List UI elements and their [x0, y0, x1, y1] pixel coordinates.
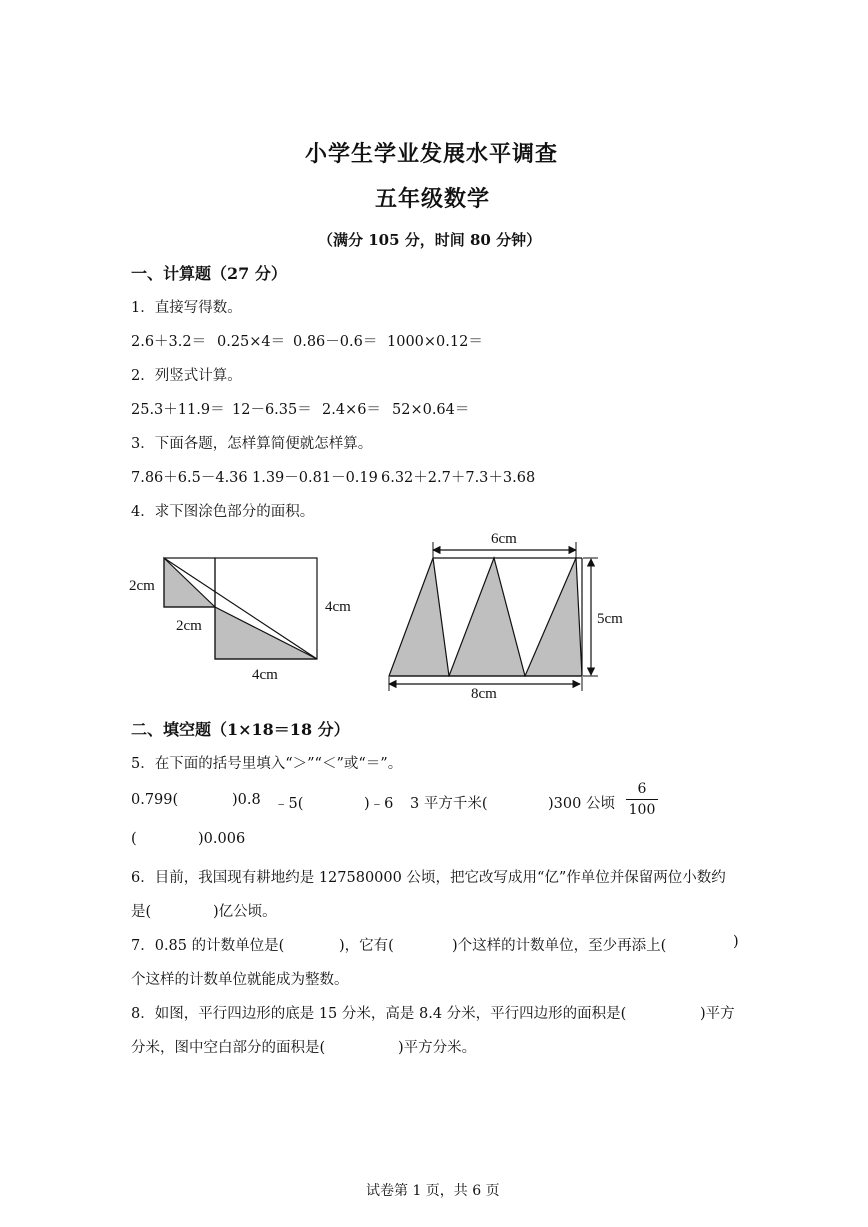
q1-label: 1．直接写得数。: [131, 300, 242, 316]
q3-item: 6.32＋2.7＋7.3＋3.68: [381, 470, 536, 486]
q4-label: 4．求下图涂色部分的面积。: [131, 504, 315, 520]
exam-title: 小学生学业发展水平调查: [305, 141, 559, 167]
shaded-triangle: [389, 558, 449, 676]
q7-part4: ): [733, 934, 739, 950]
shaded-triangle-large: [215, 607, 317, 659]
q5-item-a-right: )0.8: [232, 792, 261, 808]
q7-part2: )，它有(: [339, 938, 394, 954]
q5-fraction: [626, 781, 658, 818]
section2-heading: 二、填空题（1×18＝18 分）: [131, 720, 350, 739]
q8-line2-a: 分米，图中空白部分的面积是(: [131, 1040, 326, 1056]
q1-item: 0.86－0.6＝: [293, 334, 378, 350]
fig2-bottom-width-label: 8cm: [471, 686, 497, 702]
q5-item-d-right: )0.006: [198, 831, 246, 847]
fig2-height-label: 5cm: [597, 611, 623, 627]
figure-triangles: [380, 525, 640, 705]
q6-line2-b: )亿公顷。: [213, 904, 277, 920]
q8-part2: )平方: [700, 1006, 735, 1022]
q2-item: 2.4×6＝: [322, 402, 381, 418]
figure-rectangles: [125, 550, 365, 690]
fig1-left-height-label: 2cm: [129, 578, 155, 594]
q2-label: 2．列竖式计算。: [131, 368, 242, 384]
q5-item-d-left: (: [131, 831, 137, 847]
q8-line2-b: )平方分米。: [398, 1040, 477, 1056]
fig1-right-height-label: 4cm: [325, 599, 351, 615]
shaded-triangle-small: [164, 558, 215, 607]
q3-item: 7.86＋6.5－4.36: [131, 470, 248, 486]
exam-info: （满分 105 分，时间 80 分钟）: [318, 231, 542, 249]
q5-item-c-right: )300 公顷: [548, 796, 615, 812]
q6-line2-a: 是(: [131, 904, 152, 920]
q1-item: 1000×0.12＝: [387, 334, 483, 350]
q5-label: 5．在下面的括号里填入“＞”“＜”或“＝”。: [131, 756, 403, 772]
q5-item-b-left: ﹣5(: [274, 796, 304, 812]
q3-item: 1.39－0.81－0.19: [252, 470, 378, 486]
page-footer: 试卷第 1 页，共 6 页: [366, 1183, 500, 1199]
q7-line2: 个这样的计数单位就能成为整数。: [131, 972, 349, 988]
q5-item-c-left: 3 平方千米(: [410, 796, 488, 812]
q1-item: 2.6＋3.2＝: [131, 334, 207, 350]
q6-line1: 6．目前，我国现有耕地约是 127580000 公顷，把它改写成用“亿”作单位并保留两位小数约: [131, 870, 726, 886]
fig1-small-width-label: 2cm: [176, 618, 202, 634]
q3-label: 3．下面各题，怎样算简便就怎样算。: [131, 436, 373, 452]
q5-item-a-left: 0.799(: [131, 792, 179, 808]
q5-item-b-right: )﹣6: [364, 796, 394, 812]
q2-item: 12－6.35＝: [232, 402, 312, 418]
q7-part3: )个这样的计数单位，至少再添上(: [452, 938, 667, 954]
section1-heading: 一、计算题（27 分）: [131, 264, 287, 283]
fraction-denominator: 100: [628, 802, 656, 818]
fraction-numerator: 6: [637, 781, 647, 797]
fig2-top-width-label: 6cm: [491, 531, 517, 547]
exam-subtitle: 五年级数学: [375, 186, 491, 212]
q8-part1: 8．如图，平行四边形的底是 15 分米，高是 8.4 分米，平行四边形的面积是(: [131, 1006, 627, 1022]
q2-item: 52×0.64＝: [392, 402, 470, 418]
fig1-bottom-width-label: 4cm: [252, 667, 278, 683]
q7-part1: 7．0.85 的计数单位是(: [131, 938, 285, 954]
shaded-triangle: [449, 558, 525, 676]
shaded-triangle: [525, 558, 582, 676]
q2-item: 25.3＋11.9＝: [131, 402, 225, 418]
q1-item: 0.25×4＝: [217, 334, 286, 350]
fraction-bar: [626, 799, 658, 800]
